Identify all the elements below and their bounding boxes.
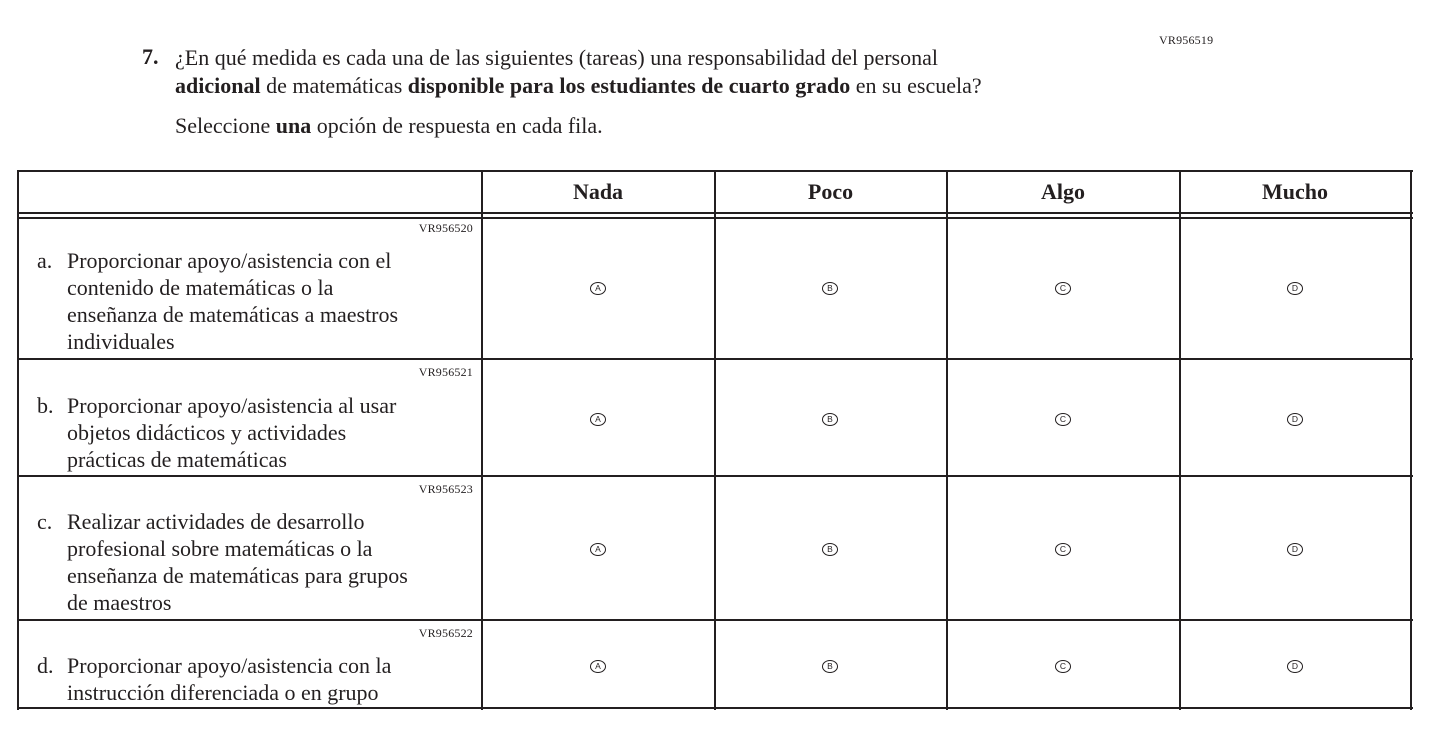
question-instruction <box>175 113 603 139</box>
option-d-bubble[interactable]: D <box>1287 660 1303 673</box>
instruction-part: opción de respuesta en cada fila. <box>311 113 603 138</box>
table-border-right <box>1410 170 1412 710</box>
row-id-code: VR956521 <box>418 365 473 379</box>
question-text-part: en su escuela? <box>850 73 982 98</box>
statement-line: Proporcionar apoyo/asistencia al usar <box>67 393 397 418</box>
row-letter: a. <box>37 248 53 273</box>
statement-line: prácticas de matemáticas <box>67 447 287 472</box>
question-bold-part: adicional <box>175 73 261 98</box>
question-id-code: VR956519 <box>1159 33 1214 47</box>
question-text-part: ¿En qué medida es cada una de las siguientes (tareas) una responsabilidad del personal <box>175 45 938 70</box>
option-a-bubble[interactable]: A <box>590 660 606 673</box>
option-a-bubble[interactable]: A <box>590 543 606 556</box>
option-c-bubble[interactable]: C <box>1055 543 1071 556</box>
question-text-part: de matemáticas <box>260 73 408 98</box>
option-d-bubble[interactable]: D <box>1287 282 1303 295</box>
option-a-bubble[interactable]: A <box>590 282 606 295</box>
column-header-mucho: Mucho <box>1262 179 1328 204</box>
option-b-bubble[interactable]: B <box>822 413 838 426</box>
question-text <box>175 44 1175 100</box>
option-c-bubble[interactable]: C <box>1055 282 1071 295</box>
row-letter: b. <box>37 393 54 418</box>
row-statement <box>67 392 487 473</box>
statement-line: Proporcionar apoyo/asistencia con el <box>67 248 392 273</box>
statement-line: instrucción diferenciada o en grupo <box>67 680 379 705</box>
option-c-bubble[interactable]: C <box>1055 413 1071 426</box>
statement-line: de maestros <box>67 590 172 615</box>
row-id-code: VR956523 <box>418 482 473 496</box>
row-id-code: VR956522 <box>418 626 473 640</box>
column-header-nada: Nada <box>572 179 624 204</box>
row-letter: d. <box>37 653 54 678</box>
instruction-bold-part: una <box>275 113 312 138</box>
option-b-bubble[interactable]: B <box>822 543 838 556</box>
question-number: 7. <box>142 44 159 69</box>
statement-line: contenido de matemáticas o la <box>67 275 334 300</box>
option-a-bubble[interactable]: A <box>590 413 606 426</box>
column-divider <box>714 170 716 710</box>
statement-line: profesional sobre matemáticas o la <box>67 536 373 561</box>
option-d-bubble[interactable]: D <box>1287 413 1303 426</box>
column-header-poco: Poco <box>807 179 854 204</box>
question-bold-part: disponible para los estudiantes de cuarto grado <box>407 73 851 98</box>
instruction-part: Seleccione <box>175 113 276 138</box>
row-letter: c. <box>37 509 53 534</box>
option-d-bubble[interactable]: D <box>1287 543 1303 556</box>
statement-line: objetos didácticos y actividades <box>67 420 347 445</box>
statement-line: Proporcionar apoyo/asistencia con la <box>67 653 392 678</box>
option-b-bubble[interactable]: B <box>822 660 838 673</box>
column-header-algo: Algo <box>1041 179 1085 204</box>
statement-line: enseñanza de matemáticas a maestros <box>67 302 399 327</box>
statement-line: enseñanza de matemáticas para grupos <box>67 563 408 588</box>
option-c-bubble[interactable]: C <box>1055 660 1071 673</box>
row-statement <box>67 508 487 616</box>
response-table <box>17 170 1413 710</box>
option-b-bubble[interactable]: B <box>822 282 838 295</box>
column-divider <box>1179 170 1181 710</box>
row-statement <box>67 652 487 706</box>
row-id-code: VR956520 <box>418 221 473 235</box>
row-statement <box>67 247 487 355</box>
statement-line: Realizar actividades de desarrollo <box>67 509 365 534</box>
statement-line: individuales <box>67 329 175 354</box>
column-divider <box>946 170 948 710</box>
